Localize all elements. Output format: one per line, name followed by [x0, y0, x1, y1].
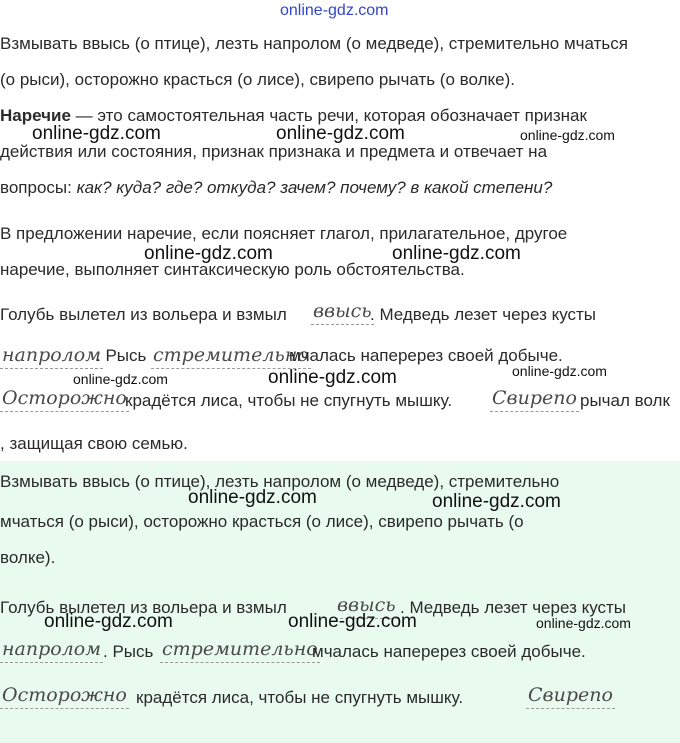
watermark: online-gdz.com: [288, 611, 417, 632]
handwritten-ostorozhno: Осторожно: [0, 387, 129, 412]
watermark: online-gdz.com: [276, 123, 405, 144]
watermark: online-gdz.com: [144, 243, 273, 264]
answer-sentence-2b: мчалась наперерез своей добыче.: [312, 642, 586, 661]
task-line-1: Взмывать ввысь (о птице), лезть напролом (о медведе), стремительно мчаться: [0, 34, 628, 53]
watermark: online-gdz.com: [432, 491, 561, 512]
answer-sentence-1a: Голубь вылетел из вольера и взмыл: [0, 598, 287, 617]
watermark: online-gdz.com: [520, 127, 615, 143]
syntax-line-2: наречие, выполняет синтаксическую роль обстоятельства.: [0, 260, 465, 279]
syntax-line-1: В предложении наречие, если поясняет глагол, прилагательное, другое: [0, 224, 568, 243]
definition-term: Наречие: [0, 106, 71, 125]
definition-line-1-rest: — это самостоятельная часть речи, которая обозначает признак: [70, 106, 587, 125]
answer-line-1: Взмывать ввысь (о птице), лезть напролом (о медведе), стремительно: [0, 472, 560, 491]
answer-handwritten-naprolom: напролом: [0, 638, 103, 663]
definition-line-2: действия или состояния, признак признака и предмета и отвечает на: [0, 142, 548, 161]
definition-line-3-lead: вопросы:: [0, 178, 77, 197]
task-line-2: (о рыси), осторожно красться (о лисе), свирепо рычать (о волке).: [0, 70, 515, 89]
watermark: online-gdz.com: [268, 367, 397, 388]
sentence-2a: . Рысь: [96, 346, 147, 365]
answer-handwritten-vvys: ввысь: [335, 594, 398, 619]
definition-questions: как? куда? где? откуда? зачем? почему? в какой степени?: [76, 178, 553, 197]
handwritten-svirepo: Свирепо: [490, 387, 579, 412]
answer-sentence-1b: . Медведь лезет через кусты: [400, 598, 627, 617]
watermark: online-gdz.com: [32, 123, 161, 144]
watermark: online-gdz.com: [188, 487, 317, 508]
answer-handwritten-ostorozhno: Осторожно: [0, 684, 129, 709]
watermark: online-gdz.com: [392, 243, 521, 264]
sentence-4: , защищая свою семью.: [0, 434, 188, 453]
answer-handwritten-stremitelno: стремительно: [160, 638, 320, 663]
handwritten-vvys: ввысь: [311, 300, 374, 325]
sentence-1a: Голубь вылетел из вольера и взмыл: [0, 305, 287, 324]
handwritten-naprolom: напролом: [0, 344, 103, 369]
handwritten-stremitelno: стремительно: [151, 344, 311, 369]
sentence-2b: мчалась наперерез своей добыче.: [289, 346, 563, 365]
sentence-3a: крадётся лиса, чтобы не спугнуть мышку.: [125, 391, 453, 410]
answer-line-3: волке).: [0, 548, 56, 567]
watermark: online-gdz.com: [512, 363, 607, 379]
answer-line-2: мчаться (о рыси), осторожно красться (о лисе), свирепо рычать (о: [0, 512, 524, 531]
answer-handwritten-svirepo: Свирепо: [526, 684, 615, 709]
definition-line-3: [0, 178, 552, 198]
sentence-3b: рычал волк: [580, 391, 670, 410]
top-watermark: online-gdz.com: [280, 2, 389, 19]
answer-sentence-3a: крадётся лиса, чтобы не спугнуть мышку.: [136, 688, 464, 707]
watermark: online-gdz.com: [44, 611, 173, 632]
sentence-1b: . Медведь лезет через кусты: [370, 305, 597, 324]
watermark: online-gdz.com: [73, 371, 168, 387]
answer-sentence-2a: . Рысь: [103, 642, 154, 661]
watermark: online-gdz.com: [536, 615, 631, 631]
